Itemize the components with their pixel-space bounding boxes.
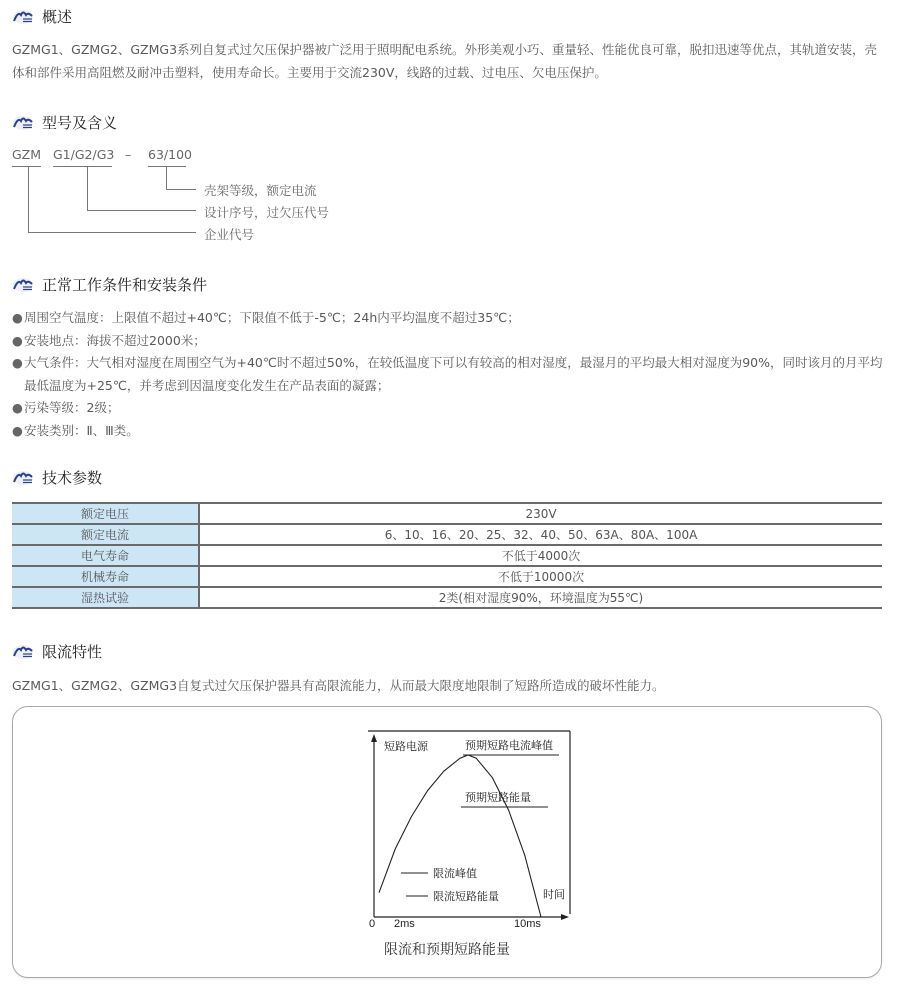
param-label: 湿热试验 bbox=[12, 587, 199, 608]
section-heading: 限流特性 bbox=[42, 642, 103, 661]
section-title-tech bbox=[12, 466, 102, 488]
model-desc-company: 企业代号 bbox=[204, 227, 255, 242]
connector-line bbox=[87, 166, 88, 210]
underline bbox=[148, 166, 186, 167]
brand-logo-icon bbox=[12, 468, 34, 486]
x-tick-label: 10ms bbox=[514, 918, 541, 930]
legend-label: 限流短路能量 bbox=[433, 891, 499, 903]
param-label: 额定电流 bbox=[12, 524, 199, 545]
model-desc-series: 设计序号，过欠压代号 bbox=[204, 205, 330, 220]
x-axis-arrow-icon bbox=[561, 914, 569, 920]
model-code-dash: – bbox=[125, 147, 132, 162]
underline bbox=[53, 166, 112, 167]
model-code-series: G1/G2/G3 bbox=[53, 147, 115, 162]
overview-text: GZMG1、GZMG2、GZMG3系列自复式过欠压保护器被广泛用于照明配电系统。外形美观小巧、重量轻、性能优良可靠，脱扣迅速等优点，其轨道安装，壳体和部件采用高阻燃及耐冲击塑料，使用寿命长。主要用于交流230V，线路的过载、过电压、欠电压保护。 bbox=[12, 42, 878, 80]
list-item: ● 污染等级：2级； bbox=[12, 397, 892, 420]
connector-line bbox=[166, 189, 196, 190]
section-title-conditions bbox=[12, 273, 207, 295]
bullet-icon: ● bbox=[12, 355, 23, 370]
section-title-overview bbox=[12, 5, 72, 27]
table-row bbox=[12, 587, 882, 608]
conditions-list bbox=[12, 307, 892, 442]
section-heading: 概述 bbox=[42, 7, 73, 26]
param-label: 机械寿命 bbox=[12, 566, 199, 587]
param-label: 额定电压 bbox=[12, 503, 199, 524]
connector-line bbox=[28, 232, 196, 233]
model-code-company: GZM bbox=[12, 147, 42, 162]
param-value: 230V bbox=[199, 503, 882, 524]
param-value: 2类(相对湿度90%，环境温度为55℃) bbox=[199, 587, 882, 608]
list-item: ● 安装类别：Ⅱ、Ⅲ类。 bbox=[12, 420, 892, 443]
param-label: 电气寿命 bbox=[12, 545, 199, 566]
param-value: 不低于10000次 bbox=[199, 566, 882, 587]
y-axis-arrow-icon bbox=[371, 734, 377, 742]
underline bbox=[12, 166, 41, 167]
annotation-label: 预期短路电流峰值 bbox=[465, 740, 553, 752]
x-tick-label: 0 bbox=[369, 918, 376, 930]
model-code-current: 63/100 bbox=[148, 147, 192, 162]
brand-logo-icon bbox=[12, 275, 34, 293]
x-axis-label: 时间 bbox=[543, 889, 565, 901]
chart-title: 限流和预期短路能量 bbox=[384, 942, 510, 958]
chart-container bbox=[12, 706, 882, 978]
section-heading: 正常工作条件和安装条件 bbox=[42, 275, 208, 294]
bullet-icon: ● bbox=[12, 422, 23, 438]
model-desc-current: 壳架等级，额定电流 bbox=[204, 183, 317, 198]
connector-line bbox=[28, 166, 29, 232]
limiting-text: GZMG1、GZMG2、GZMG3自复式过欠压保护器具有高限流能力，从而最大限度地限制了短路所造成的破坏性能力。 bbox=[12, 678, 665, 693]
list-item: ● 安装地点：海拔不超过2000米； bbox=[12, 330, 892, 353]
brand-logo-icon bbox=[12, 113, 34, 131]
bullet-icon: ● bbox=[12, 400, 23, 415]
legend-label: 限流峰值 bbox=[433, 868, 477, 880]
section-heading: 型号及含义 bbox=[42, 113, 118, 132]
list-item: ● 大气条件：大气相对湿度在周围空气为+40℃时不超过50%，在较低温度下可以有较高的相对湿度，最湿月的平均最大相对湿度为90%，同时该月的月平均最低温度为+25℃，并考虑到因温度变化发生在产品表面的凝露； bbox=[12, 352, 892, 397]
table-row bbox=[12, 524, 882, 545]
bullet-icon: ● bbox=[12, 310, 23, 325]
x-tick-label: 2ms bbox=[394, 918, 415, 930]
current-limiting-chart bbox=[13, 707, 881, 937]
table-row bbox=[12, 566, 882, 587]
section-heading: 技术参数 bbox=[42, 468, 103, 487]
tech-params-table bbox=[12, 502, 882, 609]
annotation-label: 预期短路能量 bbox=[465, 792, 531, 804]
connector-line bbox=[166, 166, 167, 189]
list-item: ● 周围空气温度：上限值不超过+40℃；下限值不低于-5℃；24h内平均温度不超过35℃； bbox=[12, 307, 892, 330]
brand-logo-icon bbox=[12, 642, 34, 660]
table-row bbox=[12, 503, 882, 524]
brand-logo-icon bbox=[12, 7, 34, 25]
connector-line bbox=[87, 210, 196, 211]
model-diagram bbox=[0, 145, 400, 245]
section-title-model bbox=[12, 111, 117, 133]
y-axis-label: 短路电源 bbox=[384, 741, 428, 753]
section-title-limiting bbox=[12, 640, 102, 662]
param-value: 6、10、16、20、25、32、40、50、63A、80A、100A bbox=[199, 524, 882, 545]
param-value: 不低于4000次 bbox=[199, 545, 882, 566]
bullet-icon: ● bbox=[12, 332, 23, 348]
table-row bbox=[12, 545, 882, 566]
